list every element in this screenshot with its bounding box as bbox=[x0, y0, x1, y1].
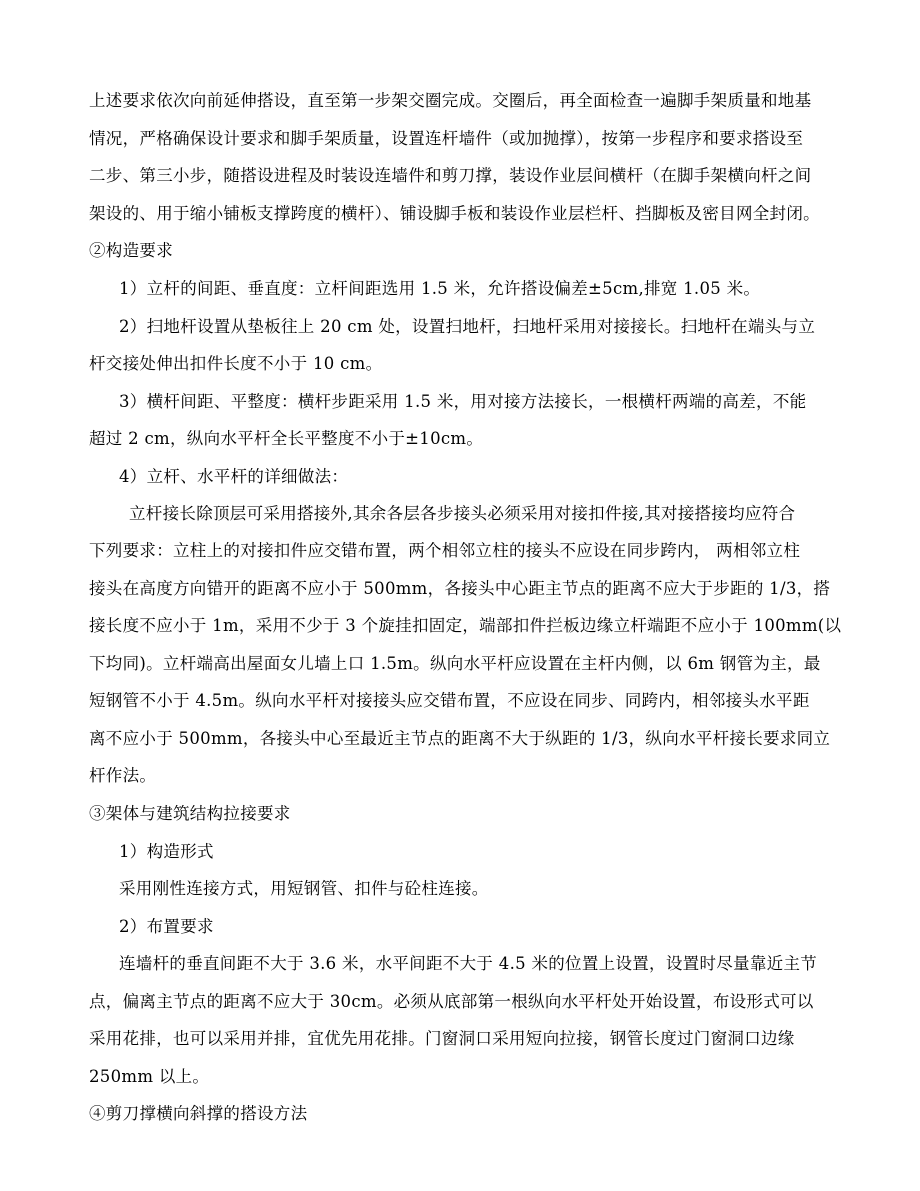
paragraph-line: 架设的、用于缩小铺板支撑跨度的横杆）、铺设脚手板和装设作业层栏杆、挡脚板及密目网全封闭。 bbox=[89, 204, 820, 223]
list-item-2: 2）扫地杆设置从垫板往上 20 cm 处，设置扫地杆，扫地杆采用对接接长。扫地杆在端头与立 bbox=[119, 317, 816, 336]
paragraph-line: 下均同)。立杆端高出屋面女儿墙上口 1.5m。纵向水平杆应设置在主杆内侧，以 6m 钢管为主，最 bbox=[89, 654, 821, 673]
paragraph-line: 接长度不应小于 1m，采用不少于 3 个旋挂扣固定，端部扣件拦板边缘立杆端距不应小于 100mm(以 bbox=[89, 616, 842, 635]
list-item-2: 2）布置要求 bbox=[119, 917, 214, 936]
list-item-4: 4）立杆、水平杆的详细做法： bbox=[119, 467, 349, 486]
list-item-1: 1）构造形式 bbox=[119, 842, 214, 861]
paragraph-line: 杆交接处伸出扣件长度不小于 10 cm。 bbox=[89, 354, 383, 373]
paragraph-line: 采用花排，也可以采用并排，宜优先用花排。门窗洞口采用短向拉接，钢管长度过门窗洞口边缘 bbox=[89, 1029, 795, 1048]
paragraph-line: 下列要求：立柱上的对接扣件应交错布置，两个相邻立柱的接头不应设在同步跨内， 两相邻立柱 bbox=[89, 541, 801, 560]
section-heading-4: ④剪刀撑横向斜撑的搭设方法 bbox=[89, 1104, 308, 1123]
paragraph-line: 250mm 以上。 bbox=[89, 1067, 210, 1086]
paragraph-line: 超过 2 cm，纵向水平杆全长平整度不小于±10cm。 bbox=[89, 429, 484, 448]
paragraph-line: 连墙杆的垂直间距不大于 3.6 米，水平间距不大于 4.5 米的位置上设置，设置时尽量靠近主节 bbox=[119, 954, 818, 973]
paragraph-line: 杆作法。 bbox=[89, 766, 157, 785]
paragraph-line: 点，偏离主节点的距离不应大于 30cm。必须从底部第一根纵向水平杆处开始设置，布设形式可以 bbox=[89, 992, 814, 1011]
list-item-3: 3）横杆间距、平整度：横杆步距采用 1.5 米，用对接方法接长，一根横杆两端的高差，不能 bbox=[119, 392, 807, 411]
paragraph-line: 上述要求依次向前延伸搭设，直至第一步架交圈完成。交圈后，再全面检查一遍脚手架质量和地基 bbox=[89, 91, 812, 110]
paragraph-line: 离不应小于 500mm，各接头中心至最近主节点的距离不大于纵距的 1/3，纵向水平杆接长要求同立 bbox=[89, 729, 831, 748]
paragraph-line: 采用刚性连接方式，用短钢管、扣件与砼柱连接。 bbox=[119, 879, 489, 898]
paragraph-line: 情况，严格确保设计要求和脚手架质量，设置连杆墙件（或加抛撑），按第一步程序和要求搭设至 bbox=[89, 129, 804, 148]
section-heading-2: ②构造要求 bbox=[89, 241, 173, 260]
list-item-1: 1）立杆的间距、垂直度：立杆间距选用 1.5 米，允许搭设偏差±5cm,排宽 1.05 米。 bbox=[119, 279, 761, 298]
paragraph-line: 短钢管不小于 4.5m。纵向水平杆对接接头应交错布置，不应设在同步、同跨内，相邻接头水平距 bbox=[89, 691, 810, 710]
paragraph-line: 接头在高度方向错开的距离不应小于 500mm，各接头中心距主节点的距离不应大于步距的 1/3，搭 bbox=[89, 579, 831, 598]
section-heading-3: ③架体与建筑结构拉接要求 bbox=[89, 804, 291, 823]
paragraph-line: 二步、第三小步，随搭设进程及时装设连墙件和剪刀撑，装设作业层间横杆（在脚手架横向杆之间 bbox=[89, 166, 812, 185]
paragraph-line: 立杆接长除顶层可采用搭接外,其余各层各步接头必须采用对接扣件接,其对接搭接均应符合 bbox=[129, 504, 796, 523]
